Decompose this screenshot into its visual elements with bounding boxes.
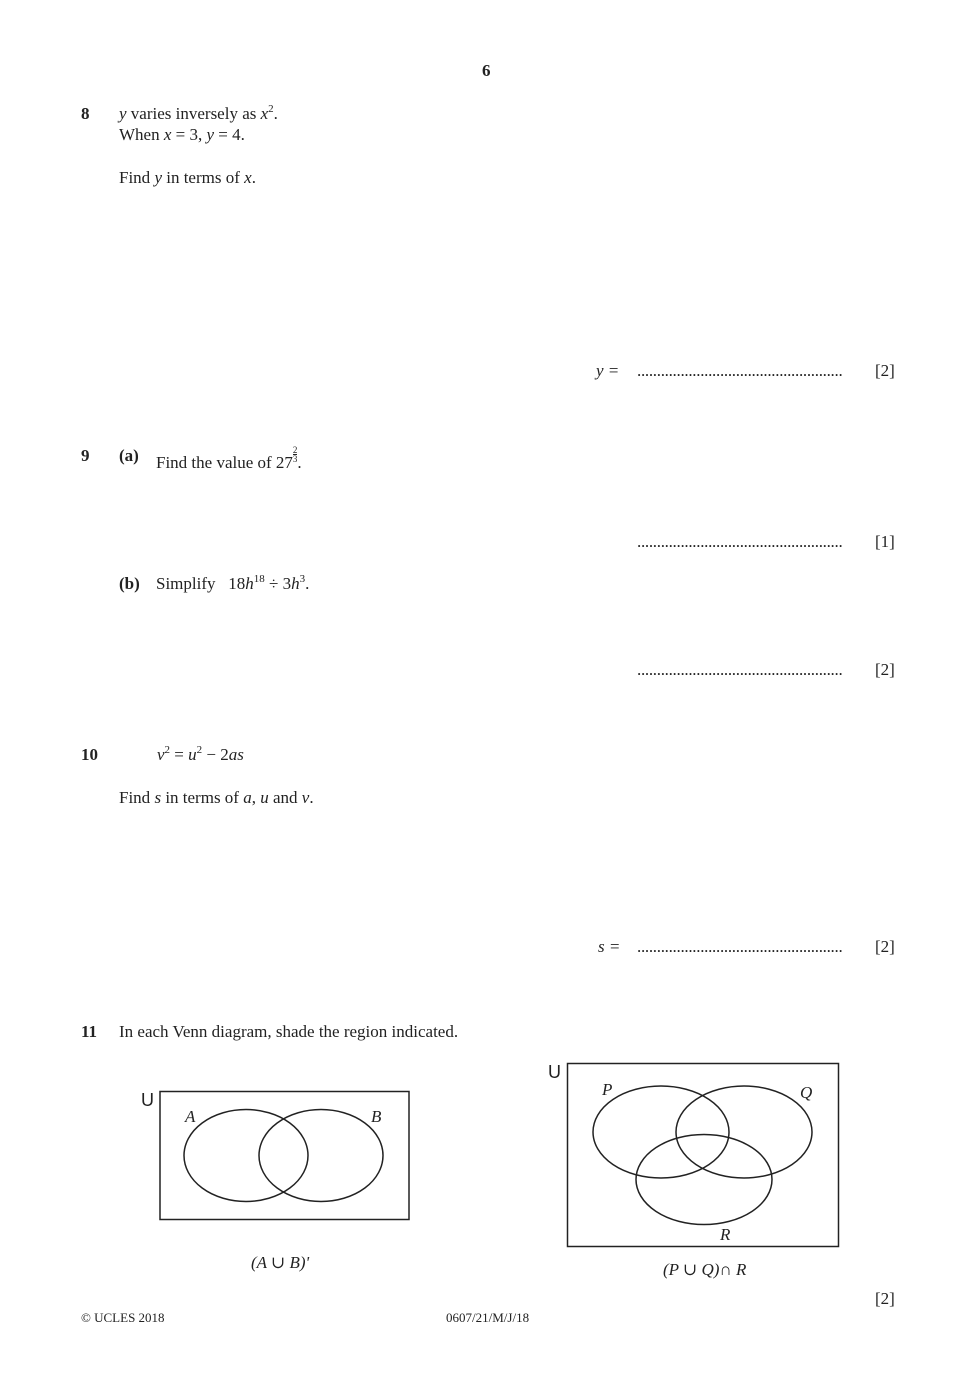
venn2-set-p-circle [593,1086,729,1178]
venn2-diagram[interactable] [560,1055,850,1255]
q11-marks: [2] [875,1289,895,1308]
q11-number: 11 [81,1022,98,1041]
venn1-set-a-circle [184,1110,308,1202]
venn1-set-b-circle [259,1110,383,1202]
q8-answer-label: y = [596,361,620,380]
footer-copyright: © UCLES 2018 [81,1310,165,1325]
q9-number: 9 [81,446,90,465]
q8-statement: y varies inversely as $x^2$. [119,103,278,123]
q9a-text: Find the value of 27 $\frac{2}{3}$ . [156,445,302,472]
q8-condition: When x = 3, y = 4. [119,125,245,144]
q9b-marks: [2] [875,660,895,679]
footer-paper-code: 0607/21/M/J/18 [446,1310,530,1325]
q10-marks: [2] [875,937,895,956]
venn2-set-p-label: P [602,1080,613,1099]
venn1-caption: (A ∪ B)' [251,1253,310,1272]
venn2-universal-label: U [548,1062,561,1082]
q8-marks: [2] [875,361,895,380]
q10-answer-line[interactable]: .................................................... [637,937,843,956]
q10-instruction: Find s in terms of a, u and v. [119,788,314,807]
q10-number: 10 [81,745,98,764]
q9b-text: Simplify $18h^{18} \div 3h^3$. [156,573,310,593]
q9a-label: (a) [119,446,139,465]
q9b-label: (b) [119,574,140,593]
q8-instruction: Find y in terms of x. [119,168,256,187]
venn2-set-q-label: Q [800,1083,813,1102]
venn1-universal-label: U [141,1090,154,1110]
venn2-caption: (P ∪ Q)∩ R [663,1260,747,1279]
q9a-marks: [1] [875,532,895,551]
q9b-answer-line[interactable]: .................................................... [637,660,843,679]
venn2-set-r-circle [636,1135,772,1225]
venn2-set-q-circle [676,1086,812,1178]
q8-answer-line[interactable]: .................................................... [637,361,843,380]
venn1-set-b-label: B [371,1107,382,1126]
venn2-set-r-label: R [720,1225,731,1244]
page-number: 6 [482,61,491,80]
q9a-exponent-fraction: $\frac{2}{3}$ [292,445,298,464]
q11-text: In each Venn diagram, shade the region indicated. [119,1022,459,1041]
q10-answer-label: s = [598,937,621,956]
q10-equation: $v^2 = u^2 - 2as$ [157,744,244,764]
venn1-set-a-label: A [185,1107,196,1126]
q9a-answer-line[interactable]: .................................................... [637,532,843,551]
venn1-diagram[interactable] [150,1080,420,1230]
q8-number: 8 [81,104,90,123]
